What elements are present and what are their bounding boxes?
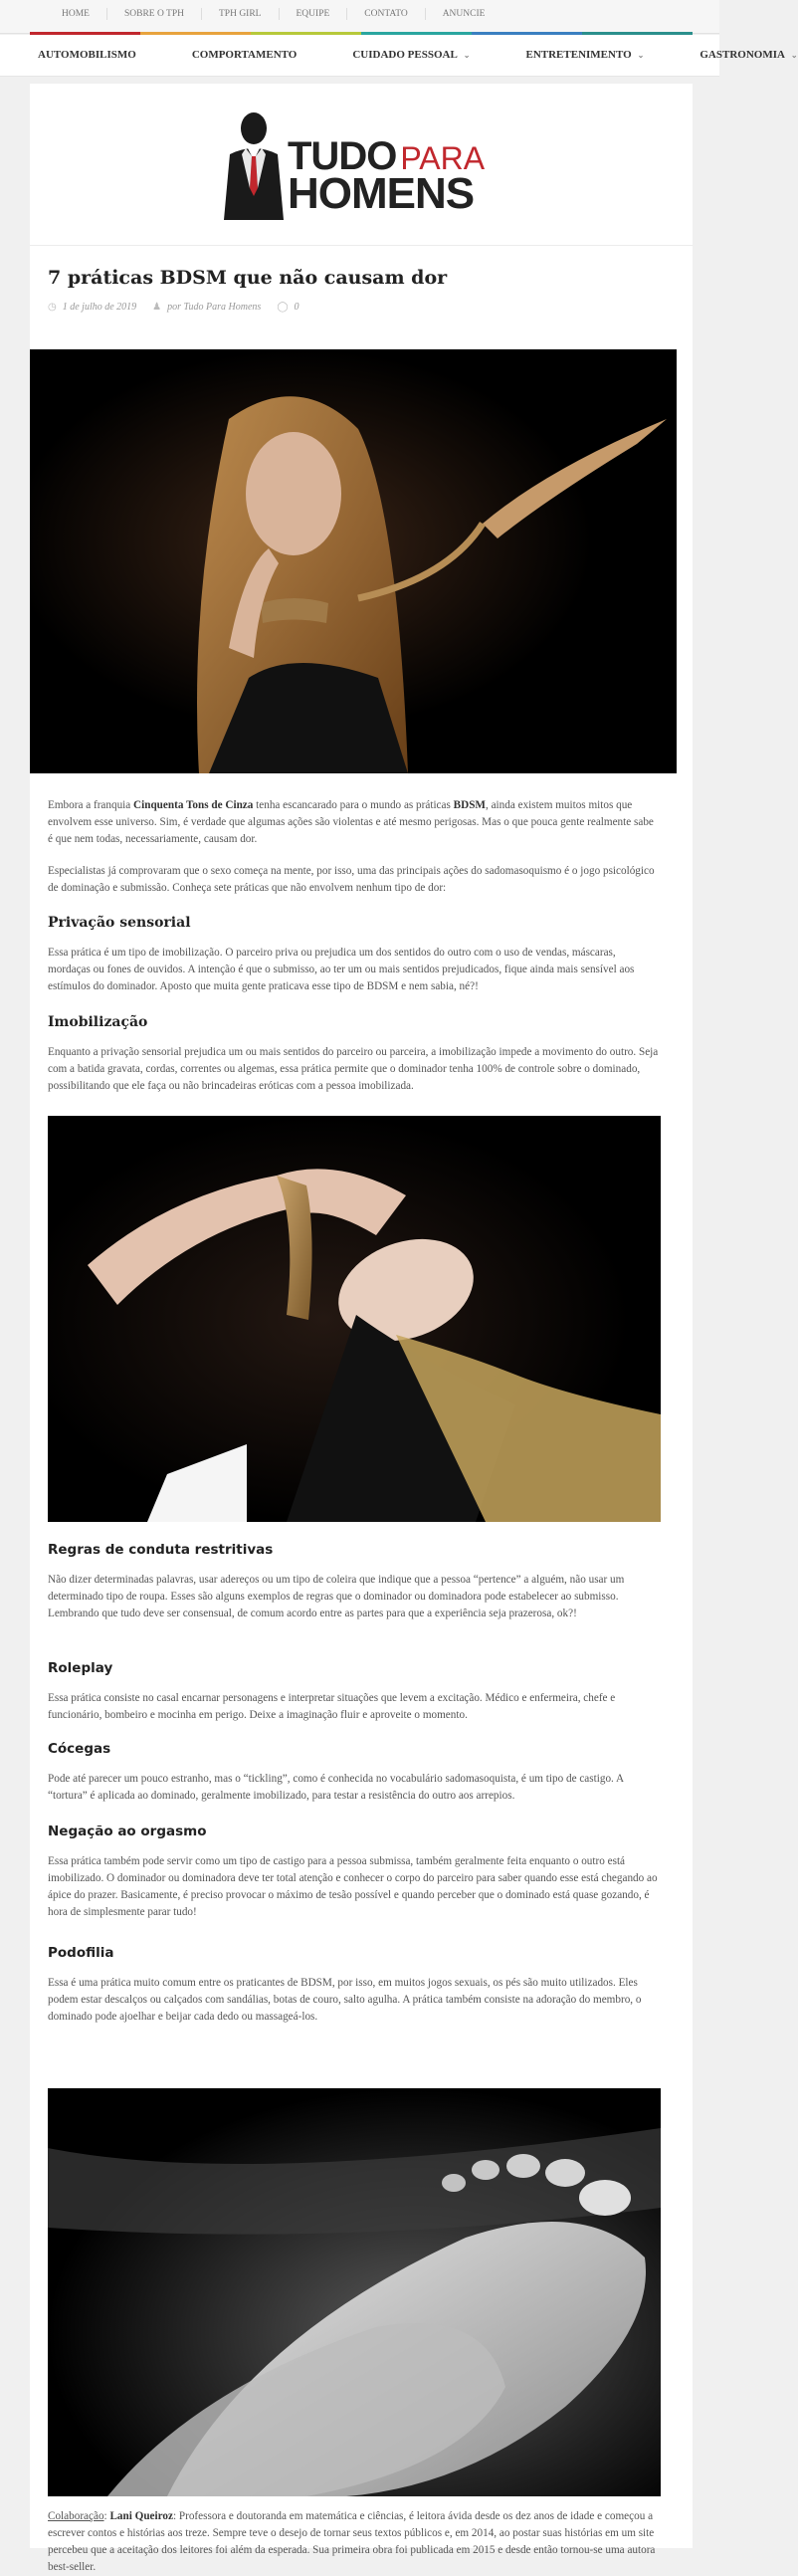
section-text: Essa prática consiste no casal encarnar personagens e interpretar situações que levem a excitação. Médico e enfermeira, chefe e funcionário, bombeiro e mocinha em perigo. Deixe a imaginação fluir e aproveite o momento.: [48, 1692, 616, 1721]
chevron-down-icon: ⌄: [790, 51, 798, 60]
section-heading: Roleplay: [48, 1660, 113, 1676]
section-text: Pode até parecer um pouco estranho, mas o “tickling”, como é conhecida no vocabulário sadomasoquista, é um tipo de castigo. A “tortura” é aplicada ao dominado, geralmente imobilizado, para testar a resistência do outro aos arrepios.: [48, 1773, 624, 1802]
content-area: [30, 84, 693, 2573]
section-heading: Privação sensorial: [48, 915, 191, 931]
section-text: Essa prática também pode servir como um tipo de castigo para a pessoa submissa, também geralmente feita enquanto o outro está imobilizado. O dominador ou dominadora deve ter total atenção e conhecer o corpo do parceiro para saber quando esse está chegando ao ápice do prazer. Basicamente, é preciso provocar o máximo de tesão possível e quando perceber que o dominado está quase gozando, é hora de simplesmente parar tudo!: [48, 1855, 658, 1918]
top-nav-sobre[interactable]: SOBRE O TPH: [106, 8, 201, 20]
top-nav-equipe[interactable]: EQUIPE: [279, 8, 347, 20]
collab-label: Colaboração: [48, 2510, 104, 2522]
section-text: Não dizer determinadas palavras, usar adereços ou um tipo de coleira que indique que a pessoa “pertence” a alguém, não usar um determinado tipo de roupa. Esses são alguns exemplos de regras que o dominador ou dominadora pode estabelecer ao submisso. Lembrando que tudo deve ser consensual, de comum acordo entre as partes para que a experiência seja prazerosa, ok?!: [48, 1574, 625, 1619]
main-nav-cuidado-pessoal[interactable]: CUIDADO PESSOAL ⌄: [352, 49, 471, 61]
post-author[interactable]: por Tudo Para Homens: [167, 302, 262, 313]
user-icon: ♟: [152, 302, 162, 313]
section-heading: Negação ao orgasmo: [48, 1824, 207, 1839]
section-text: Essa é uma prática muito comum entre os praticantes de BDSM, por isso, em muitos jogos sexuais, os pés são muito utilizados. Eles podem estar descalços ou calçados com sandálias, botas de couro, salto agulha. A prática também consiste na adoração do membro, o dominado pode ajoelhar e beijar cada dedo ou massageá-los.: [48, 1977, 642, 2023]
chevron-down-icon: ⌄: [463, 51, 471, 60]
post-title: 7 práticas BDSM que não causam dor: [48, 267, 448, 289]
man-silhouette-icon: [220, 108, 288, 220]
top-nav: [48, 8, 501, 20]
section-heading: Imobilização: [48, 1014, 148, 1030]
chevron-down-icon: ⌄: [637, 51, 645, 60]
comment-icon: ◯: [277, 302, 289, 313]
section-text: Enquanto a privação sensorial prejudica um ou mais sentidos do parceiro ou parceira, a imobilização impede a movimento do outro. Seja com a batida gravata, cordas, correntes ou algemas, essa prática permite que o dominador tenha 100% de controle sobre o dominado, possibilitando que ele faça ou não brincadeiras eróticas com a pessoa imobilizada.: [48, 1046, 659, 1092]
article-image-2: [48, 1116, 661, 1522]
main-nav-gastronomia[interactable]: GASTRONOMIA ⌄: [699, 49, 798, 61]
site-logo[interactable]: TUDO PARA HOMENS: [188, 108, 536, 223]
main-nav: [0, 35, 798, 77]
main-nav-comportamento[interactable]: COMPORTAMENTO: [191, 49, 298, 61]
top-bar: [0, 0, 719, 34]
section-heading: Podofilia: [48, 1945, 114, 1961]
main-nav-entretenimento[interactable]: ENTRETENIMENTO ⌄: [525, 49, 645, 61]
section-heading: Regras de conduta restritivas: [48, 1542, 274, 1558]
divider: [30, 245, 693, 246]
intro-paragraph-1: Embora a franquia Cinquenta Tons de Cinza tenha escancarado para o mundo as práticas BDSM, ainda existem muitos mitos que envolvem esse universo. Sim, é verdade que algumas ações são violentas e até mesmo perigosas. Mas o que pouca gente realmente sabe é que nem todas, necessariamente, causam dor.: [48, 799, 654, 845]
post-meta: [48, 302, 299, 313]
collab-author-name[interactable]: Lani Queiroz: [109, 2510, 173, 2522]
collab-paragraph: Colaboração: Lani Queiroz: Professora e doutoranda em matemática e ciências, é leitora ávida desde os dez anos de idade e começou a escrever contos e histórias aos treze. Sempre teve o desejo de tornar seus textos públicos e, em 2014, ao postar suas histórias em um site percebeu que a aceitação dos leitores foi além da esperada. Sua primeira obra foi publicada em 2015 e desde então tornou-se uma autora best-seller.: [48, 2510, 656, 2573]
clock-icon: ◷: [48, 302, 57, 313]
top-nav-home[interactable]: HOME: [62, 9, 90, 19]
article-image-3: [48, 2088, 661, 2496]
top-nav-contato[interactable]: CONTATO: [346, 8, 424, 20]
main-nav-automobilismo[interactable]: AUTOMOBILISMO: [38, 49, 136, 61]
top-nav-anuncie[interactable]: ANUNCIE: [425, 8, 502, 20]
top-nav-tph-girl[interactable]: TPH GIRL: [201, 8, 279, 20]
section-text: Essa prática é um tipo de imobilização. O parceiro priva ou prejudica um dos sentidos do outro com o uso de vendas, máscaras, mordaças ou fones de ouvidos. A intenção é que o submisso, ao ter um ou mais sentidos prejudicados, fique ainda mais sensível aos estímulos do dominador. Aposto que muita gente praticava esse tipo de BDSM e nem sabia, né?!: [48, 947, 635, 992]
comment-count[interactable]: 0: [294, 302, 299, 313]
post-date: 1 de julho de 2019: [62, 302, 137, 313]
hero-image: [30, 349, 677, 773]
section-heading: Cócegas: [48, 1741, 111, 1757]
intro-paragraph-2: Especialistas já comprovaram que o sexo começa na mente, por isso, uma das principais ações do sadomasoquismo é o jogo psicológico de dominação e submissão. Conheça sete práticas que não envolvem nenhum tipo de dor:: [48, 865, 655, 894]
